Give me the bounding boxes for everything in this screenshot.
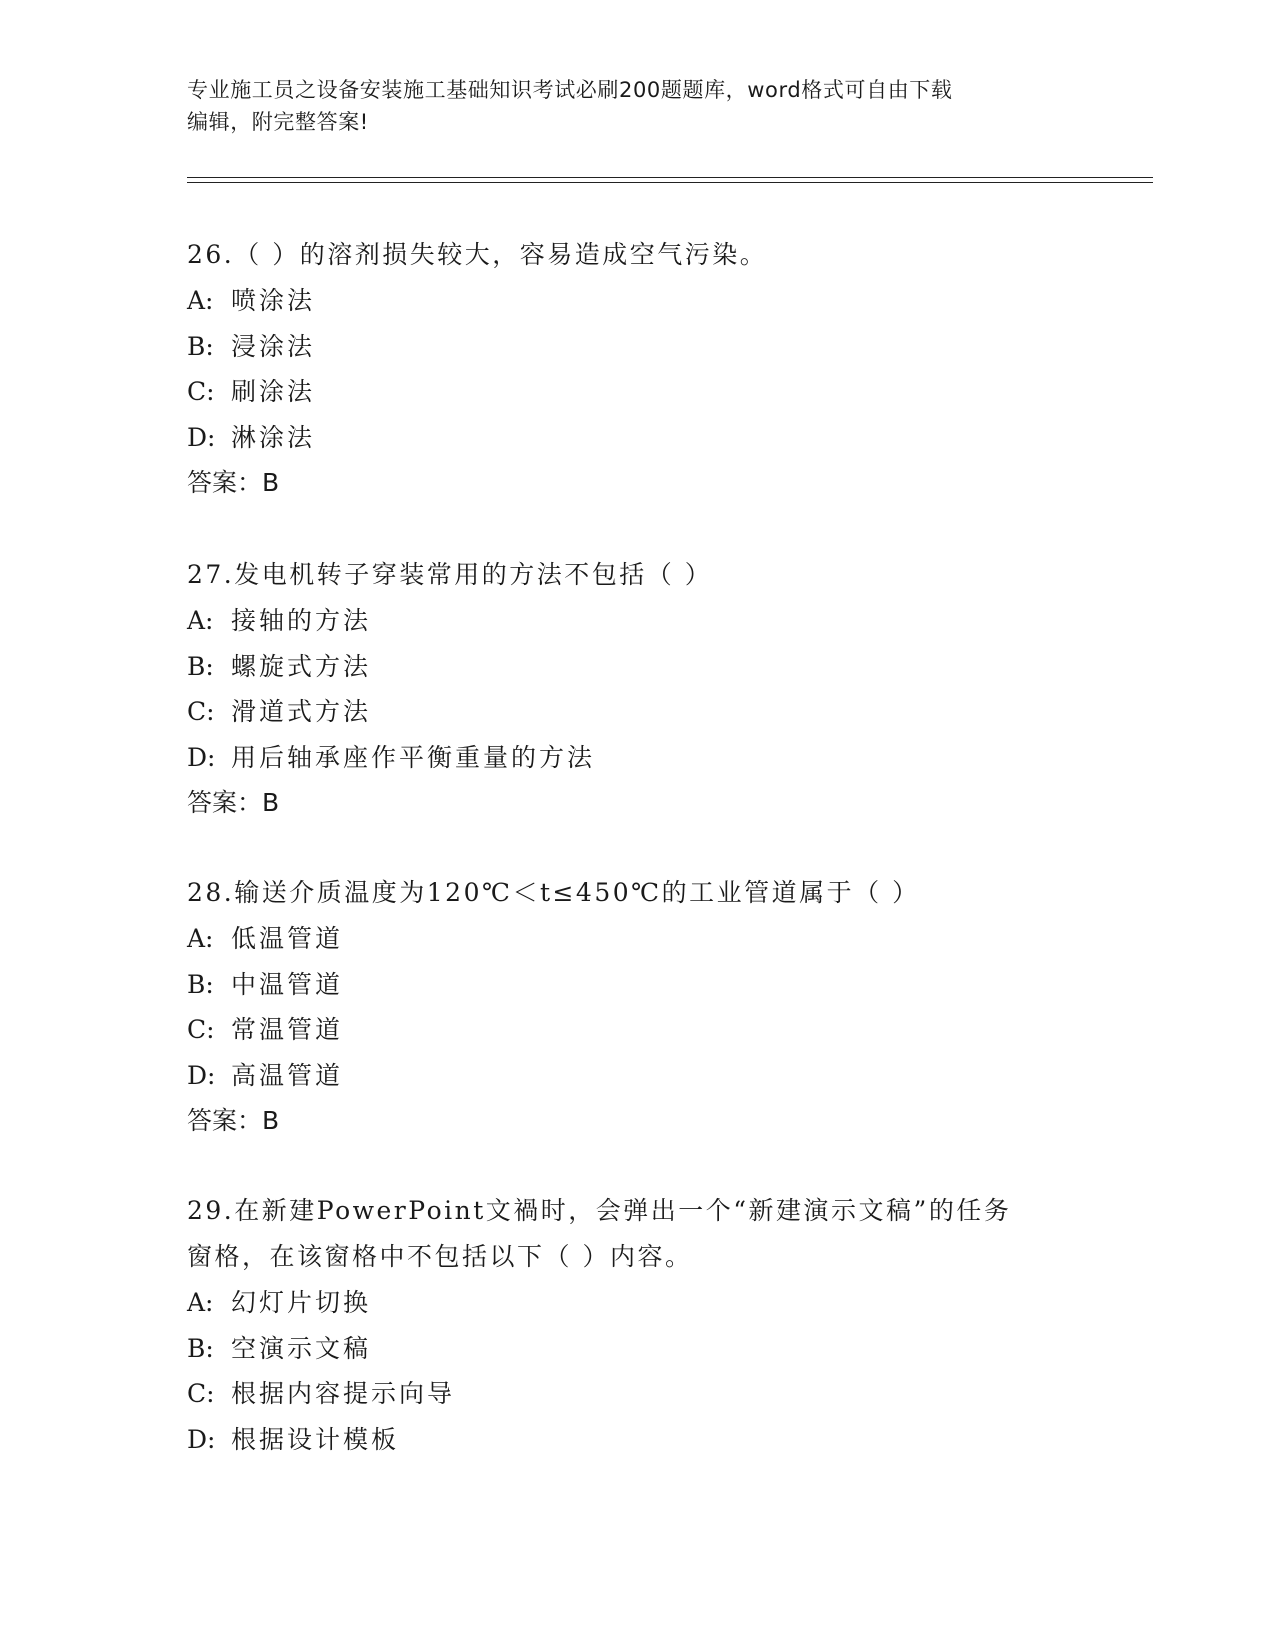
option-d (187, 1053, 1087, 1099)
option-key: A: (187, 1288, 214, 1317)
option-b (187, 1326, 1087, 1372)
option-text: 中温管道 (231, 969, 344, 999)
question-26 (187, 232, 1087, 506)
question-28 (187, 870, 1087, 1144)
option-key: B: (187, 1333, 214, 1363)
question-stem-line-2: 窗格，在该窗格中不包括以下（ ）内容。 (187, 1242, 693, 1271)
option-c (187, 369, 1087, 415)
option-text: 刷涂法 (231, 377, 316, 406)
option-key: C: (187, 697, 215, 726)
option-c (187, 1007, 1087, 1053)
option-d (187, 735, 1087, 781)
option-key: D: (187, 1424, 216, 1454)
option-text: 喷涂法 (231, 286, 316, 315)
option-b (187, 324, 1087, 370)
option-c (187, 689, 1087, 735)
question-stem-line-1: 29.在新建PowerPoint文禍时，会弹出一个“新建演示文稿”的任务 (187, 1196, 1012, 1225)
option-a (187, 278, 1087, 324)
option-text: 滑道式方法 (231, 697, 372, 726)
question-stem: 28.输送介质温度为120℃＜t≤450℃的工业管道属于（ ） (187, 878, 920, 907)
option-text: 浸涂法 (231, 331, 316, 361)
option-key: B: (187, 969, 214, 999)
option-b (187, 644, 1087, 690)
option-text: 常温管道 (231, 1015, 344, 1044)
option-d (187, 1417, 1087, 1463)
option-d (187, 415, 1087, 461)
option-a (187, 598, 1087, 644)
option-key: D: (187, 422, 216, 452)
option-a (187, 1280, 1087, 1326)
question-27 (187, 552, 1087, 826)
option-key: A: (187, 286, 214, 315)
question-29 (187, 1188, 1087, 1462)
question-stem: 27.发电机转子穿装常用的方法不包括（ ） (187, 560, 713, 589)
document-header (187, 74, 1067, 138)
option-text: 低温管道 (231, 924, 344, 953)
option-key: C: (187, 1379, 215, 1408)
option-text: 高温管道 (231, 1060, 344, 1090)
option-key: B: (187, 651, 214, 681)
option-key: A: (187, 606, 214, 635)
option-text: 淋涂法 (231, 422, 316, 452)
option-text: 空演示文稿 (231, 1333, 372, 1363)
header-line-2: 编辑，附完整答案! (187, 110, 369, 134)
option-a (187, 916, 1087, 962)
option-key: A: (187, 924, 214, 953)
answer: 答案：B (187, 468, 280, 497)
option-b (187, 962, 1087, 1008)
option-key: B: (187, 331, 214, 361)
header-divider-top (187, 177, 1153, 178)
option-text: 根据内容提示向导 (231, 1379, 456, 1408)
option-key: D: (187, 742, 216, 772)
option-text: 螺旋式方法 (231, 651, 372, 681)
option-key: C: (187, 377, 215, 406)
option-c (187, 1371, 1087, 1417)
option-key: C: (187, 1015, 215, 1044)
option-key: D: (187, 1060, 216, 1090)
option-text: 接轴的方法 (231, 606, 372, 635)
header-divider-bottom (187, 182, 1153, 183)
option-text: 用后轴承座作平衡重量的方法 (231, 742, 596, 772)
answer: 答案：B (187, 788, 280, 817)
answer: 答案：B (187, 1106, 280, 1135)
option-text: 幻灯片切换 (231, 1288, 372, 1317)
question-stem: 26.（ ）的溶剂损失较大，容易造成空气污染。 (187, 240, 768, 269)
header-line-1: 专业施工员之设备安装施工基础知识考试必刷200题题库，word格式可自由下载 (187, 78, 953, 102)
option-text: 根据设计模板 (231, 1424, 400, 1454)
